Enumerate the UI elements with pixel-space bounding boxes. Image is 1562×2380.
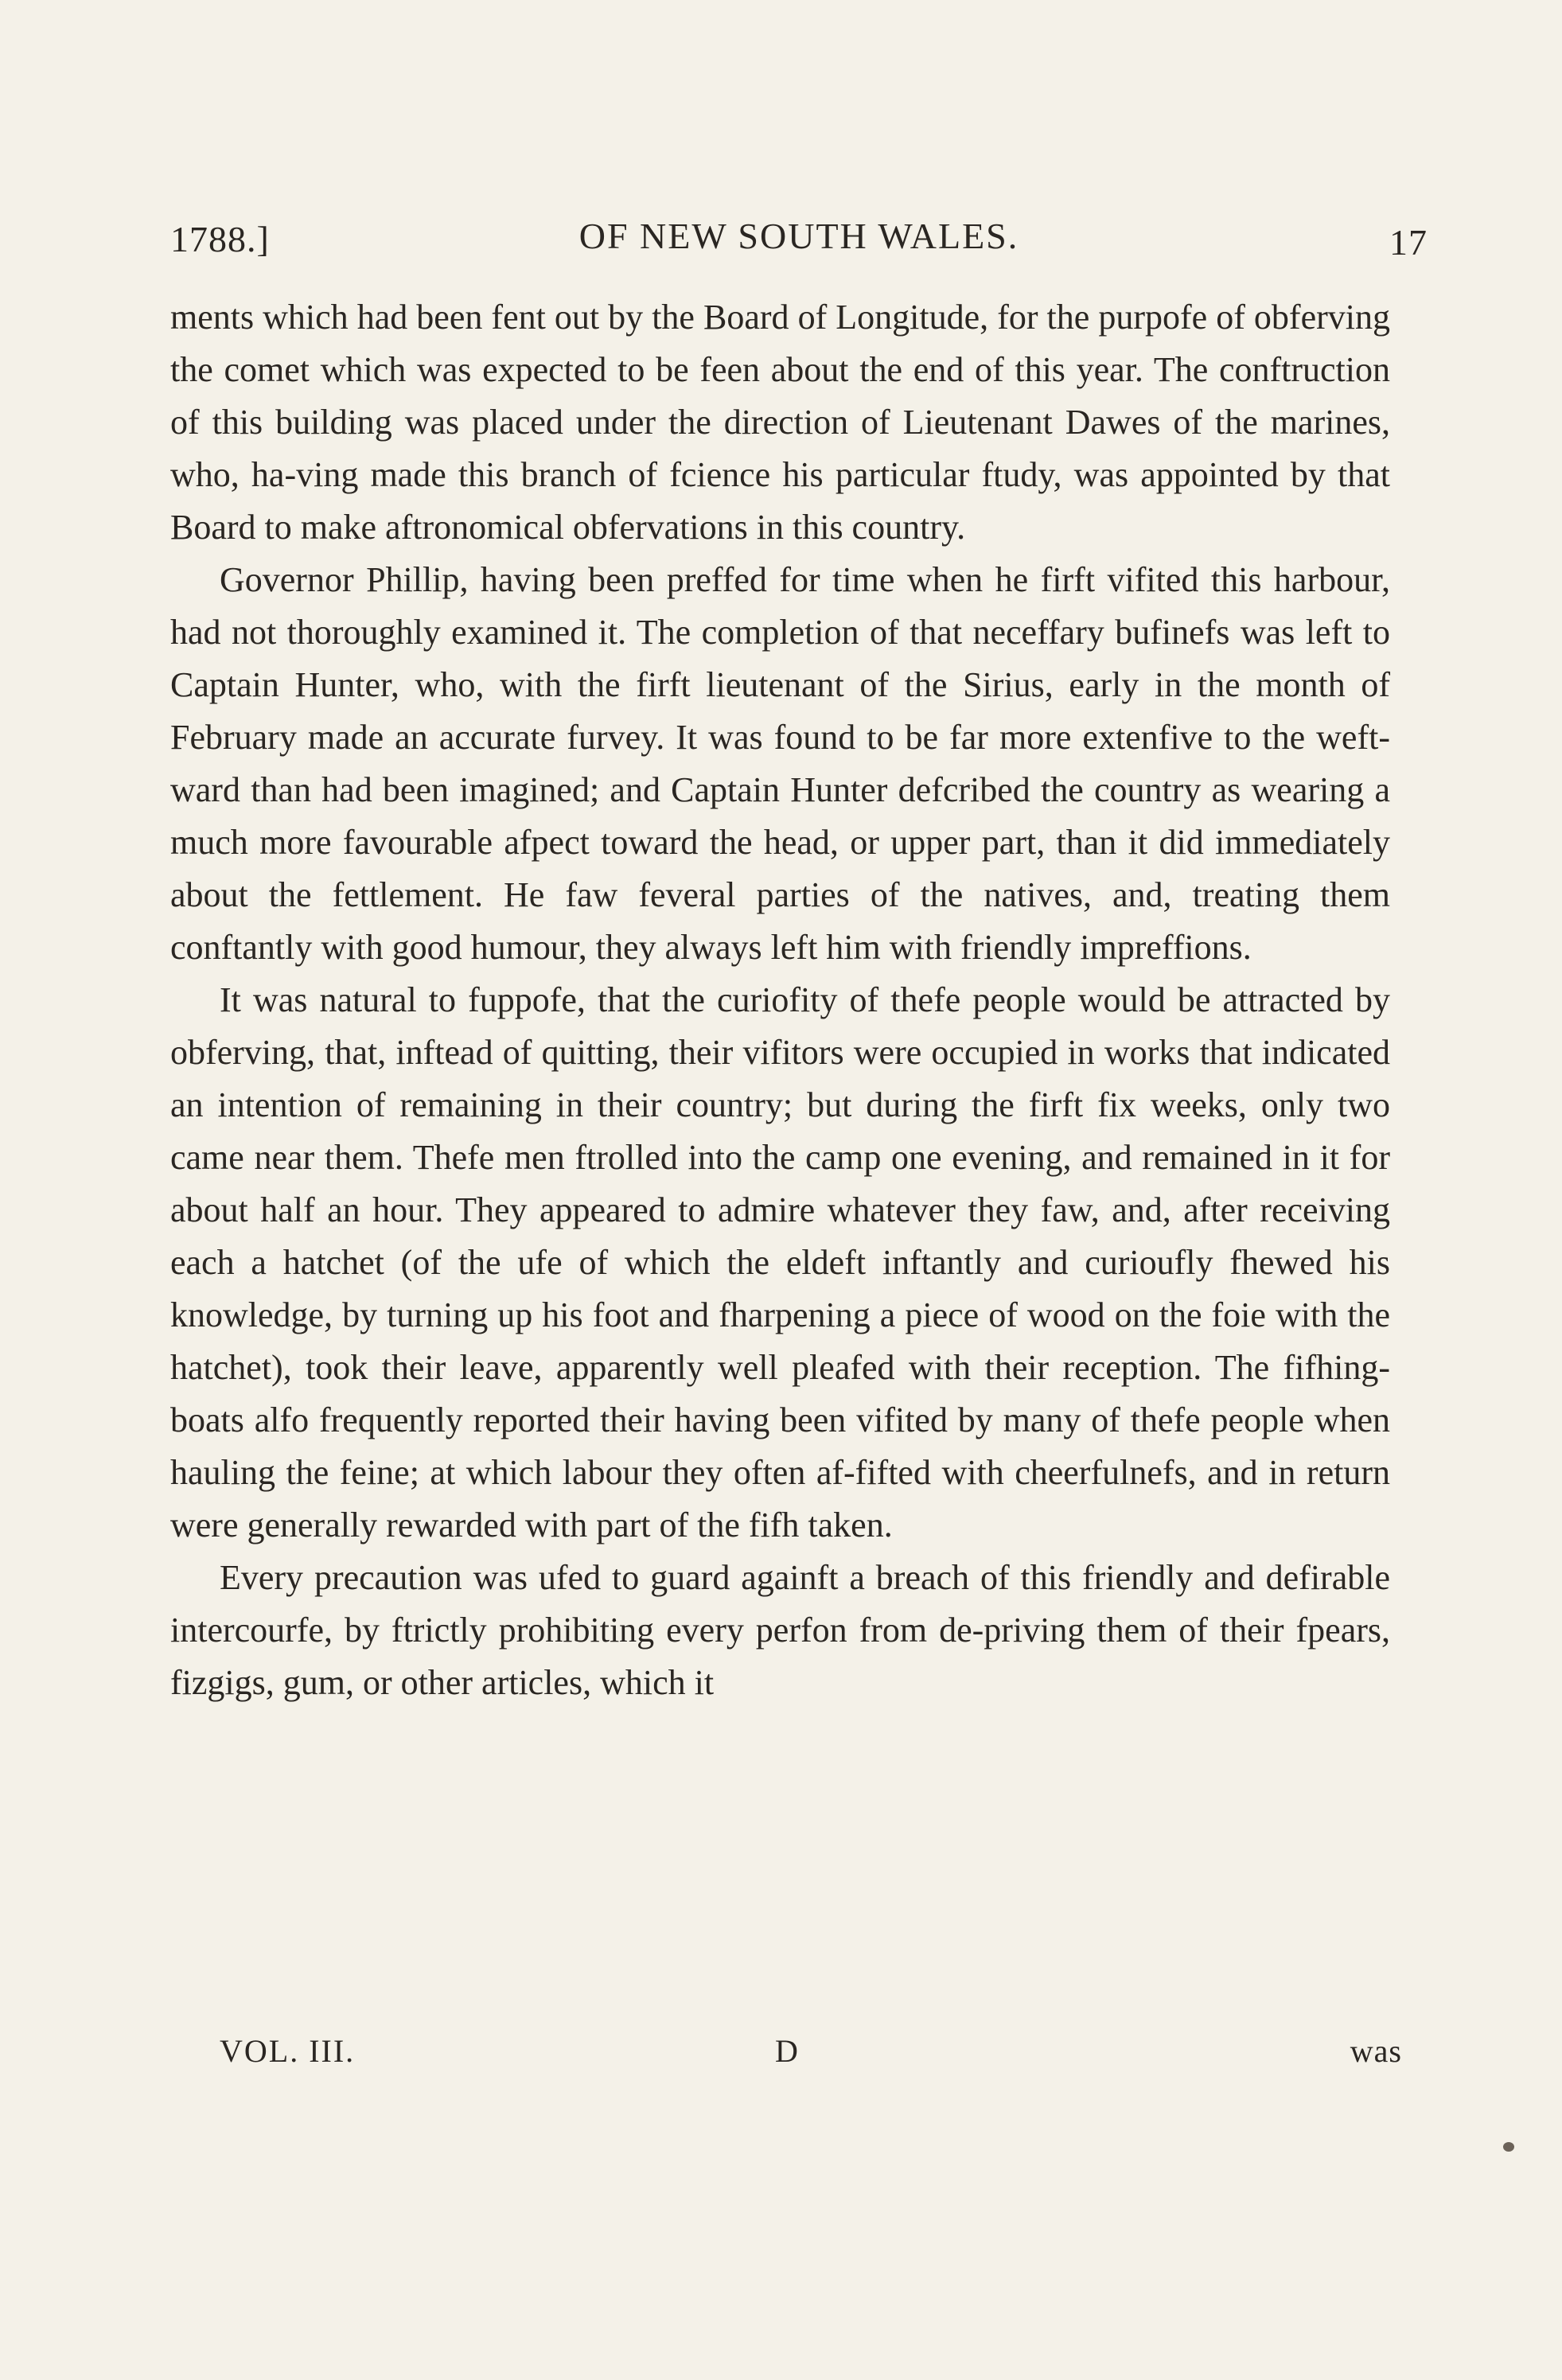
paragraph-4: Every precaution was ufed to guard againft a breach of this friendly and defirable intercourfe, by ftrictly prohibiting every perfon from de-priving them of their fpears, fizgigs, gum, or other articles, which it bbox=[170, 1558, 1390, 1702]
running-title: OF NEW SOUTH WALES. bbox=[578, 216, 1019, 256]
paragraph-2: Governor Phillip, having been preffed for time when he firft vifited this harbour, had not thoroughly examined it. The completion of that neceffary bufinefs was left to Captain Hunter, who, with the firft lieutenant of the Sirius, early in the month of February made an accurate furvey. It was found to be far more extenfive to the weft-ward than had been imagined; and Captain Hunter defcribed the country as wearing a much more favourable afpect toward the head, or upper part, than it did immediately about the fettlement. He faw feveral parties of the natives, and, treating them conftantly with good humour, they always left him with friendly impreffions. bbox=[170, 560, 1390, 967]
catchword: was bbox=[1350, 2033, 1402, 2069]
paragraph-3: It was natural to fuppofe, that the curiofity of thefe people would be attracted by obferving, that, inftead of quitting, their vifitors were occupied in works that indicated an intention of remaining in their country; but during the firft fix weeks, only two came near them. Thefe men ftrolled into the camp one evening, and remained in it for about half an hour. They appeared to admire whatever they faw, and, after receiving each a hatchet (of the ufe of which the eldeft inftantly and curioufly fhewed his knowledge, by turning up his foot and fharpening a piece of wood on the foie with the hatchet), took their leave, apparently well pleafed with their reception. The fifhing-boats alfo frequently reported their having been vifited by many of thefe people when hauling the feine; at which labour they often af-fifted with cheerfulnefs, and in return were generally rewarded with part of the fifh taken. bbox=[170, 980, 1390, 1544]
signature-mark: D bbox=[775, 2033, 800, 2069]
volume-label: VOL. III. bbox=[220, 2033, 356, 2069]
ink-speck bbox=[1503, 2142, 1514, 2152]
page-footer bbox=[170, 2032, 1402, 2080]
paragraph-1: ments which had been fent out by the Board of Longitude, for the purpofe of obferving the comet which was expected to be feen about the end of this year. The conftruction of this building was placed under the direction of Lieutenant Dawes of the marines, who, ha-ving made this branch of fcience his particular ftudy, was appointed by that Board to make aftronomical obfervations in this country. bbox=[170, 298, 1390, 547]
header-year: 1788.] bbox=[170, 219, 270, 259]
page-number: 17 bbox=[1389, 222, 1428, 263]
page-header bbox=[170, 208, 1428, 264]
body-text bbox=[170, 291, 1390, 1709]
